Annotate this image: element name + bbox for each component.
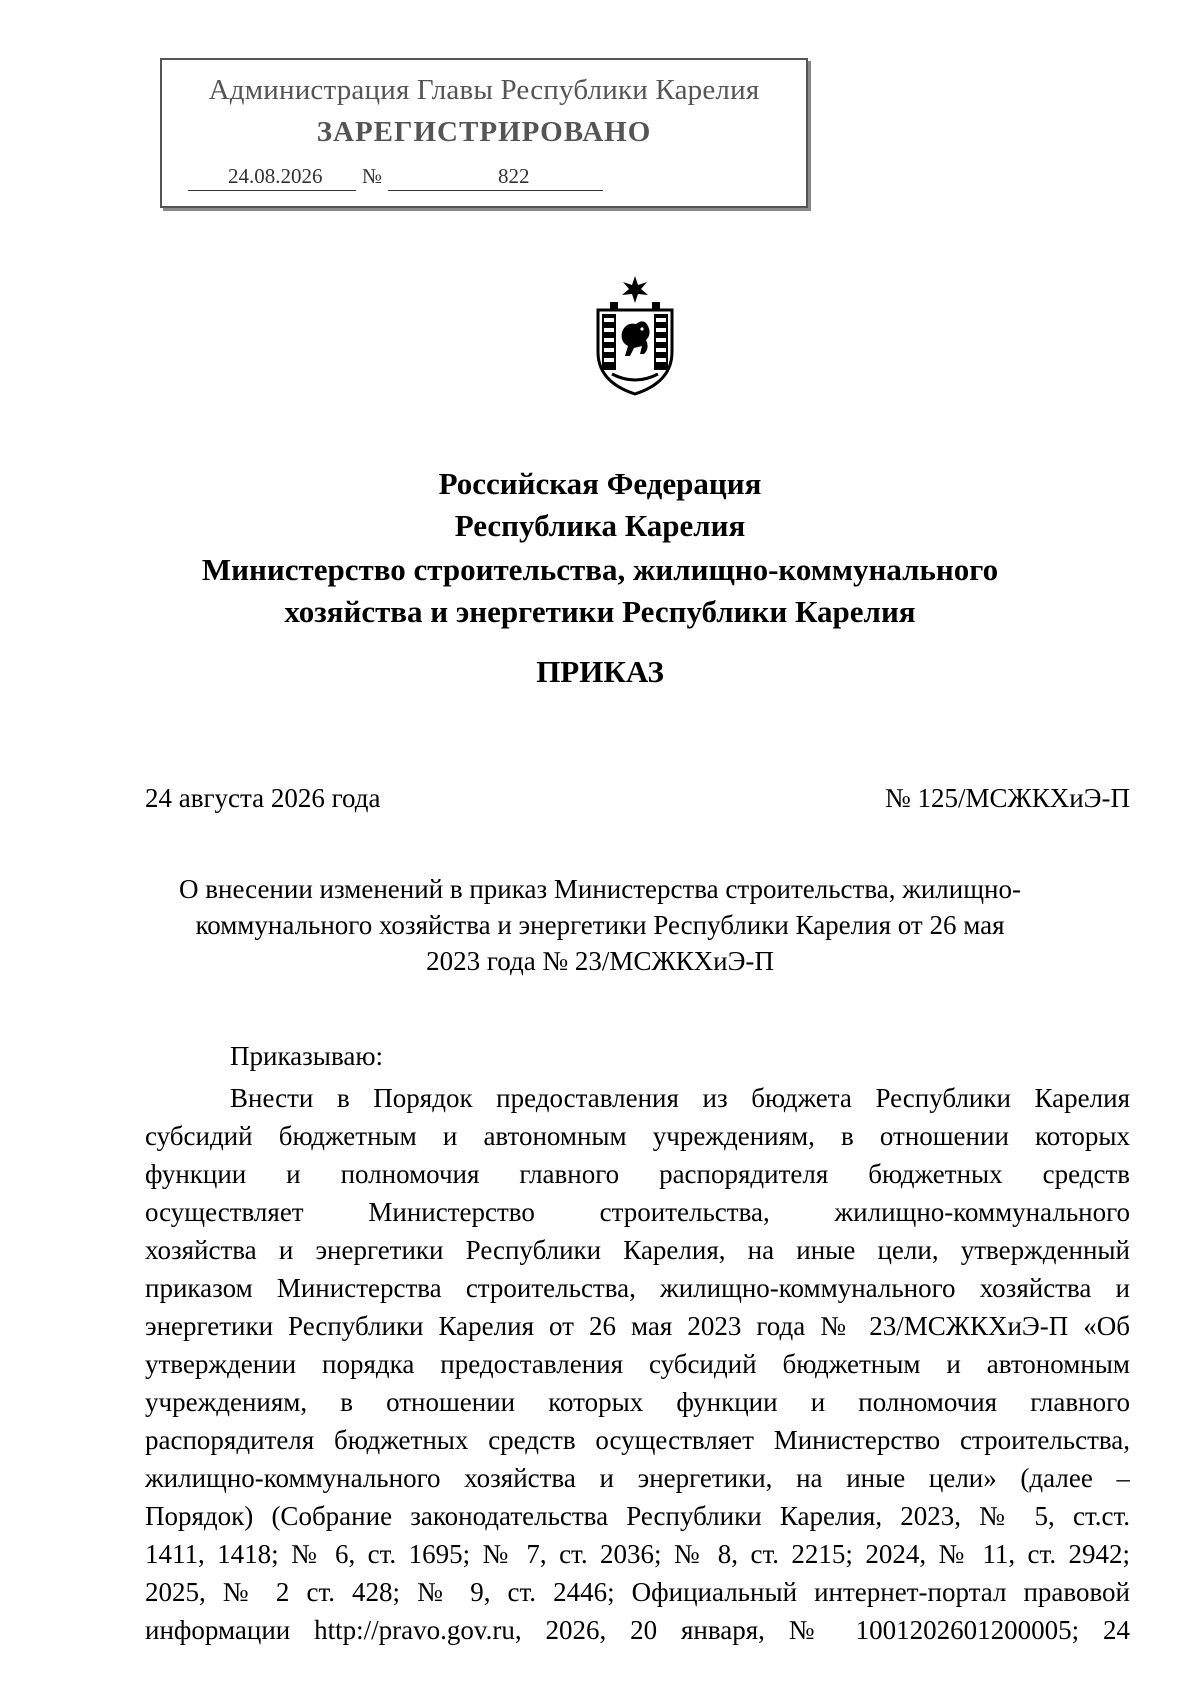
body-line: приказом Министерства строительства, жилищно-коммунального хозяйства и [145, 1273, 1130, 1303]
body-line: жилищно-коммунального хозяйства и энергетики, на иные цели» (далее – [145, 1463, 1130, 1493]
subject-line: О внесении изменений в приказ Министерства строительства, жилищно- [179, 874, 1021, 904]
order-date: 24 августа 2026 года [145, 783, 381, 813]
body-line: учреждениям, в отношении которых функции и полномочия главного [145, 1387, 1130, 1417]
body-line: 2025, № 2 ст. 428; № 9, ст. 2446; Официальный интернет-портал правовой [145, 1577, 1130, 1607]
stamp-registration-row [188, 164, 778, 192]
subject-line: коммунального хозяйства и энергетики Республики Карелия от 26 мая [195, 910, 1005, 940]
body-line: информации http://pravo.gov.ru, 2026, 20 января, № 1001202601200005; 24 [145, 1615, 1130, 1645]
body-line: 1411, 1418; № 6, ст. 1695; № 7, ст. 2036; № 8, ст. 2215; 2024, № 11, ст. 2942; [145, 1539, 1130, 1569]
body-line: осуществляет Министерство строительства, жилищно-коммунального [145, 1197, 1130, 1227]
body-line: субсидий бюджетным и автономным учреждениям, в отношении которых [145, 1121, 1130, 1151]
stamp-number-sign: № [362, 164, 383, 188]
stamp-number-underline [388, 190, 603, 191]
subject-line: 2023 года № 23/МСЖКХиЭ-П [426, 946, 774, 976]
body-line: утверждении порядка предоставления субсидий бюджетным и автономным [145, 1349, 1130, 1379]
header-republic: Республика Карелия [454, 508, 746, 543]
header-ministry-line2: хозяйства и энергетики Республики Карелия [284, 594, 916, 629]
body-line: хозяйства и энергетики Республики Карелия, на иные цели, утвержденный [145, 1235, 1130, 1265]
body-line: энергетики Республики Карелия от 26 мая 2023 года № 23/МСЖКХиЭ-П «Об [145, 1311, 1130, 1341]
stamp-date-underline [188, 190, 356, 191]
body-line: Внести в Порядок предоставления из бюджета Республики Карелия [230, 1083, 1130, 1113]
body-line: функции и полномочия главного распорядителя бюджетных средств [145, 1159, 1130, 1189]
registration-stamp [160, 58, 808, 208]
stamp-registered: ЗАРЕГИСТРИРОВАНО [316, 116, 652, 148]
stamp-authority: Администрация Главы Республики Карелия [208, 74, 760, 106]
body-line: Порядок) (Собрание законодательства Республики Карелия, 2023, № 5, ст.ст. [145, 1501, 1130, 1531]
stamp-number: 822 [498, 164, 530, 188]
order-word: Приказываю: [230, 1041, 383, 1071]
header-federation: Российская Федерация [438, 466, 762, 501]
header-ministry-line1: Министерство строительства, жилищно-коммунального [201, 552, 999, 587]
body-line: распорядителя бюджетных средств осуществляет Министерство строительства, [145, 1425, 1130, 1455]
stamp-date: 24.08.2026 [228, 164, 323, 188]
coat-of-arms-karelia-icon [590, 274, 680, 396]
order-number: № 125/МСЖКХиЭ-П [885, 783, 1130, 813]
document-type: ПРИКАЗ [536, 654, 664, 689]
